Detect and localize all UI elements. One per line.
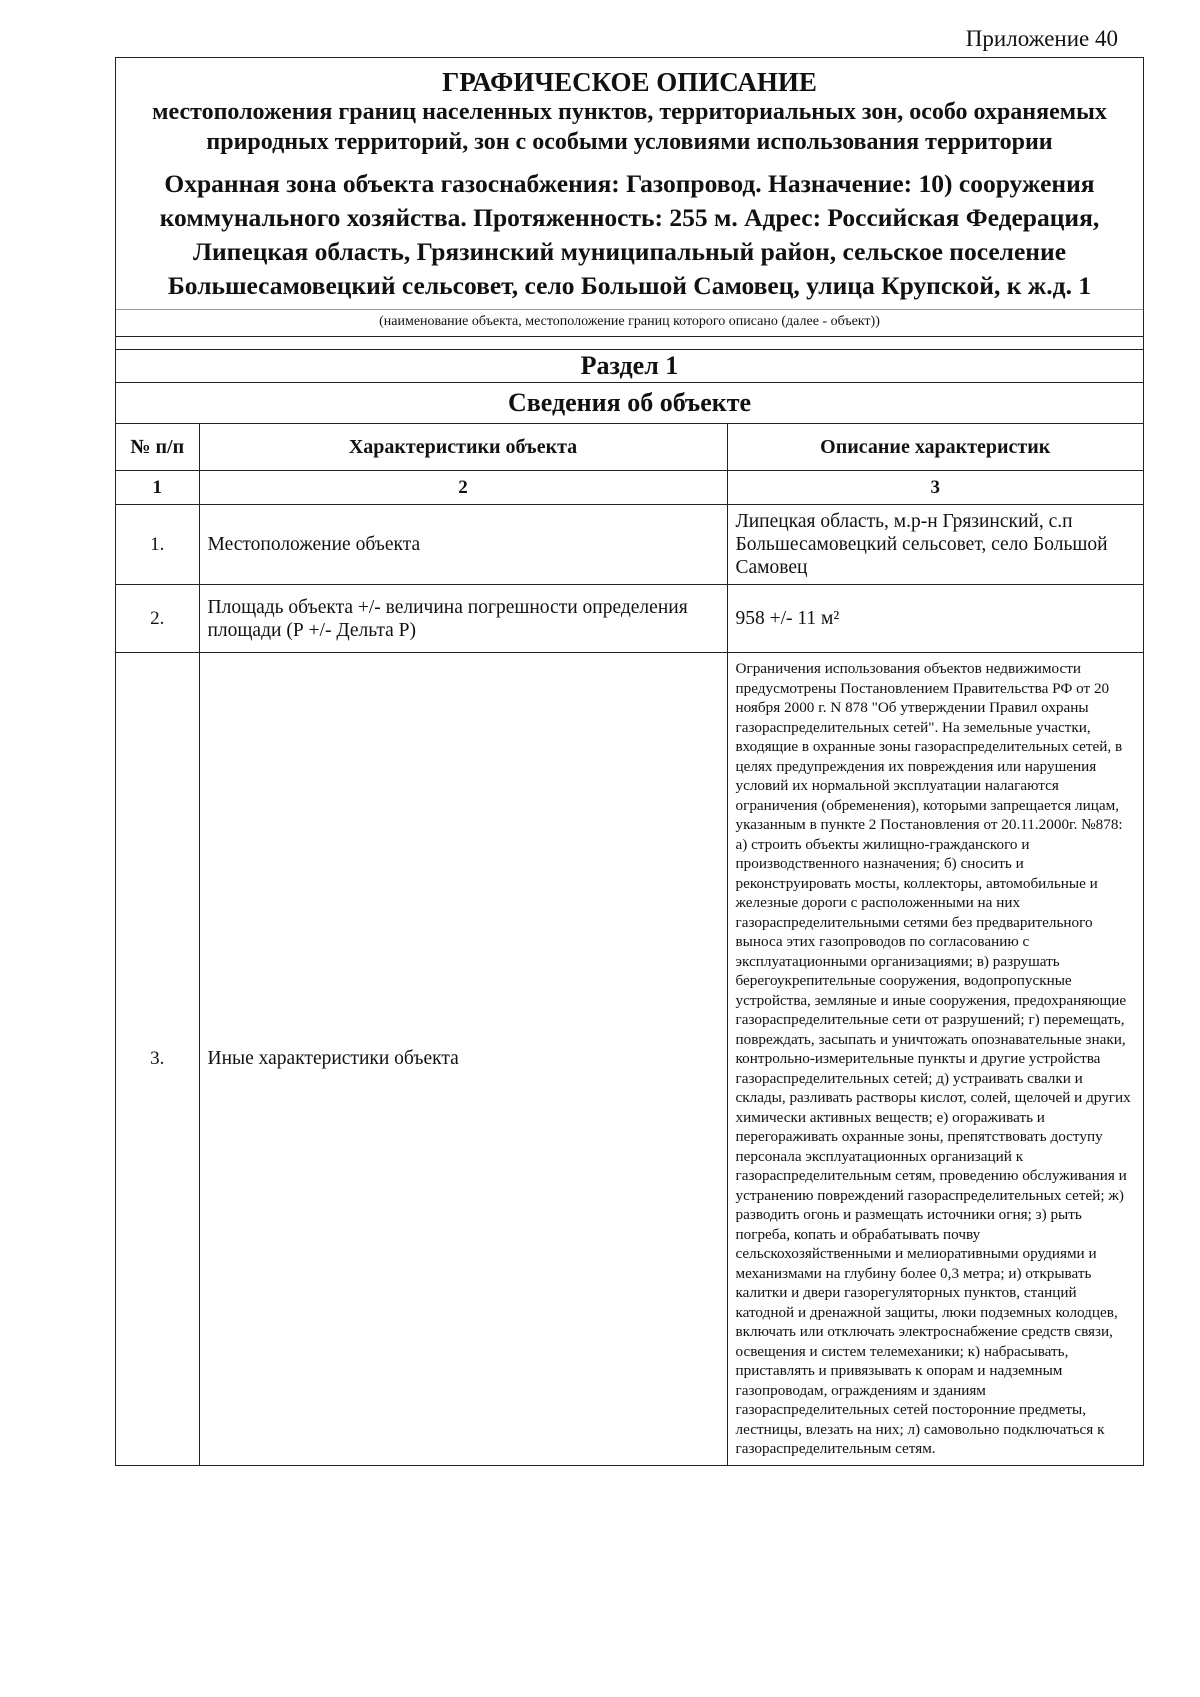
object-caption: (наименование объекта, местоположение границ которого описано (далее - объект)): [116, 309, 1143, 336]
table-row: [116, 585, 1143, 653]
row-number: 3.: [116, 653, 199, 1465]
header-characteristics: Характеристики объекта: [199, 424, 727, 471]
row-description: Ограничения использования объектов недвижимости предусмотрены Постановлением Правительства РФ от 20 ноября 2000 г. N 878 "Об утверждении Правил охраны газораспределительных сетей". На земельные участки, входящие в охранные зоны газораспределительных сетей, в целях предупреждения их повреждения или нарушения условий их нормальной эксплуатации налагаются ограничения (обременения), которыми запрещается лицам, указанным в пункте 2 Постановления от 20.11.2000г. №878: а) строить объекты жилищно-гражданского и производственного назначения; б) сносить и реконструировать мосты, коллекторы, автомобильные и железные дороги с расположенными на них газораспределительными сетями без предварительного выноса этих газопроводов по согласованию с эксплуатационными организациями; в) разрушать берегоукрепительные сооружения, водопропускные устройства, земляные и иные сооружения, предохраняющие газораспределительные сети от разрушений; г) перемещать, повреждать, засыпать и уничтожать опознавательные знаки, контрольно-измерительные пункты и другие устройства газораспределительных сетей; д) устраивать свалки и склады, разливать растворы кислот, солей, щелочей и других химически активных веществ; е) огораживать и перегораживать охранные зоны, препятствовать доступу персонала эксплуатационных организаций к газораспределительным сетям, проведению обслуживания и устранению повреждений газораспределительных сетей; ж) разводить огонь и размещать источники огня; з) рыть погреба, копать и обрабатывать почву сельскохозяйственными и мелиоративными орудиями и механизмами на глубину более 0,3 метра; и) открывать калитки и двери газорегуляторных пунктов, станций катодной и дренажной защиты, люки подземных колодцев, включать или отключать электроснабжение средств связи, освещения и систем телемеханики; к) набрасывать, приставлять и привязывать к опорам и надземным газопроводам, ограждениям и зданиям газораспределительных сетей посторонние предметы, лестницы, влезать на них; л) самовольно подключаться к газораспределительным сетям.: [727, 653, 1143, 1465]
appendix-label: Приложение 40: [965, 26, 1118, 51]
row-number: 1.: [116, 505, 199, 585]
table-row: [116, 653, 1143, 1465]
section-label: Раздел 1: [116, 350, 1143, 383]
col-number-2: 2: [199, 471, 727, 505]
row-description: 958 +/- 11 м²: [727, 585, 1143, 653]
column-number-row: [116, 471, 1143, 505]
row-characteristic: Местоположение объекта: [199, 505, 727, 585]
row-number: 2.: [116, 585, 199, 653]
object-info-table: [116, 424, 1143, 1465]
col-number-1: 1: [116, 471, 199, 505]
spacer-row: [116, 337, 1143, 350]
document-header: [116, 67, 1143, 337]
row-description: Липецкая область, м.р-н Грязинский, с.п Большесамовецкий сельсовет, село Большой Самовец: [727, 505, 1143, 585]
header-description: Описание характеристик: [727, 424, 1143, 471]
document-subtitle: местоположения границ населенных пунктов, территориальных зон, особо охраняемых природных территорий, зон с особыми условиями использования территории: [152, 99, 1107, 155]
col-number-3: 3: [727, 471, 1143, 505]
document-title: ГРАФИЧЕСКОЕ ОПИСАНИЕ: [442, 67, 817, 97]
row-characteristic: Площадь объекта +/- величина погрешности определения площади (Р +/- Дельта Р): [199, 585, 727, 653]
table-header-row: [116, 424, 1143, 471]
header-num: № п/п: [116, 424, 199, 471]
section-title: Сведения об объекте: [116, 383, 1143, 424]
document-sheet: [115, 57, 1144, 1466]
table-row: [116, 505, 1143, 585]
row-characteristic: Иные характеристики объекта: [199, 653, 727, 1465]
object-name: Охранная зона объекта газоснабжения: Газопровод. Назначение: 10) сооружения коммунального хозяйства. Протяженность: 255 м. Адрес: Российская Федерация, Липецкая область, Грязинский муниципальный район, сельское поселение Большесамовецкий сельсовет, село Большой Самовец, улица Крупской, к ж.д. 1: [159, 169, 1100, 300]
